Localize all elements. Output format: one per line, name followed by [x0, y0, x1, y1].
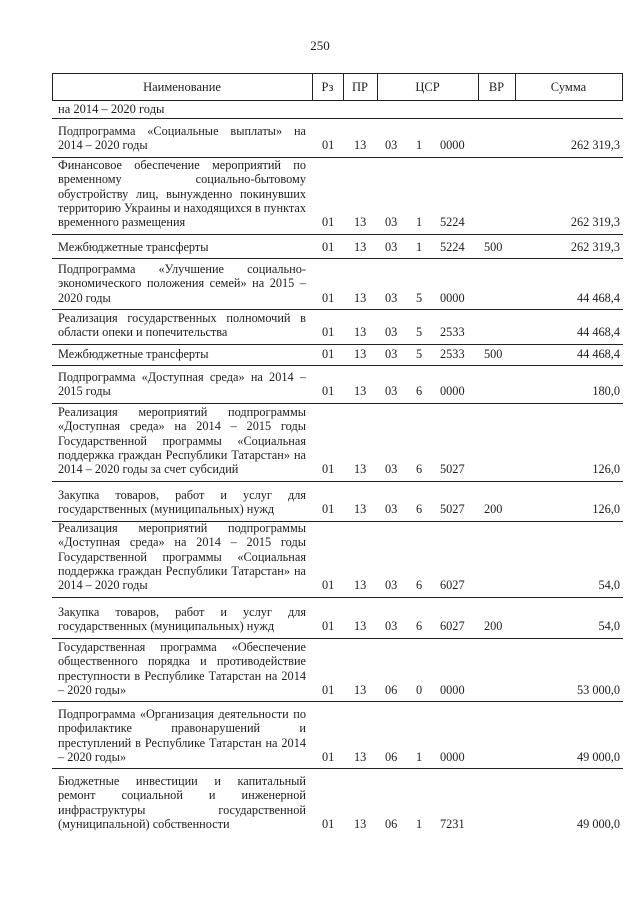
row-name: Закупка товаров, работ и услуг для государственных (муниципальных) нужд	[58, 488, 306, 517]
row-name: Реализация мероприятий подпрограммы «Доступная среда» на 2014 – 2015 годы Государственной программы «Социальная поддержка граждан Республики Татарстан» на 2014 – 2020 годы за счет субсидий	[58, 405, 306, 477]
row-sum: 54,0	[598, 619, 620, 634]
row-pr: 13	[354, 816, 367, 831]
row-name: Бюджетные инвестиции и капитальный ремонт социальной и инженерной инфраструктуры государственной (муниципальной) собственности	[58, 774, 306, 831]
row-c1: 03	[385, 462, 398, 477]
row-sum: 262 319,3	[570, 138, 620, 153]
row-c3: 0000	[440, 682, 465, 697]
row-c1: 03	[385, 240, 398, 254]
row-rz: 01	[322, 240, 335, 254]
row-vr: 200	[484, 502, 503, 517]
row-c3: 0000	[440, 749, 465, 764]
row-pr: 13	[354, 384, 367, 399]
row-c1: 03	[385, 215, 398, 230]
row-c1: 03	[385, 384, 398, 399]
row-rz: 01	[322, 138, 335, 153]
row-separator	[52, 344, 623, 345]
header-sum: Сумма	[550, 80, 587, 94]
row-c2: 1	[416, 240, 423, 254]
row-pr: 13	[354, 347, 367, 361]
carryover-text: на 2014 – 2020 годы	[58, 102, 165, 116]
row-name: Подпрограмма «Социальные выплаты» на 2014 – 2020 годы	[58, 124, 306, 153]
row-separator	[52, 234, 623, 235]
header-name: Наименование	[143, 80, 221, 94]
header-vr: ВР	[488, 80, 505, 94]
row-pr: 13	[354, 619, 367, 634]
row-sum: 126,0	[592, 462, 620, 477]
row-separator	[52, 701, 623, 702]
row-pr: 13	[354, 215, 367, 230]
row-name: Финансовое обеспечение мероприятий по временному социально-бытовому обустройству лиц, вынужденно покинувших территорию Украины и находящихся в пунктах временного размещения	[58, 158, 307, 230]
row-separator	[52, 768, 623, 769]
row-c3: 2533	[440, 325, 465, 340]
row-c3: 5027	[440, 502, 465, 517]
row-c2: 6	[416, 502, 423, 517]
row-name: Межбюджетные трансферты	[58, 347, 209, 361]
row-separator	[52, 258, 623, 259]
row-c3: 0000	[440, 290, 465, 305]
row-pr: 13	[354, 462, 367, 477]
row-c2: 1	[416, 816, 423, 831]
header-csr: ЦСР	[415, 80, 440, 94]
row-rz: 01	[322, 502, 335, 517]
row-c2: 5	[416, 347, 423, 361]
row-vr: 500	[484, 240, 503, 254]
row-name: Подпрограмма «Улучшение социально-экономического положения семей» на 2015 – 2020 годы	[58, 262, 306, 305]
row-sum: 49 000,0	[576, 816, 620, 831]
row-pr: 13	[354, 290, 367, 305]
row-c1: 03	[385, 502, 398, 517]
row-sum: 53 000,0	[576, 682, 620, 697]
row-rz: 01	[322, 749, 335, 764]
row-pr: 13	[354, 138, 367, 153]
row-rz: 01	[322, 619, 335, 634]
row-c3: 0000	[440, 384, 465, 399]
row-vr: 500	[484, 347, 503, 361]
row-c3: 5224	[440, 215, 465, 230]
row-sum: 262 319,3	[570, 215, 620, 230]
row-name: Реализация государственных полномочий в области опеки и попечительства	[58, 311, 306, 340]
row-c2: 1	[416, 749, 423, 764]
row-c1: 06	[385, 749, 398, 764]
row-separator	[52, 365, 623, 366]
row-c2: 6	[416, 384, 423, 399]
header-top-border	[52, 73, 623, 74]
row-c2: 5	[416, 290, 423, 305]
row-pr: 13	[354, 682, 367, 697]
header-pr: ПР	[352, 80, 368, 94]
row-name: Подпрограмма «Организация деятельности по профилактике правонарушений и преступлений в Республике Татарстан на 2014 – 2020 годы»	[58, 707, 306, 764]
row-separator	[52, 309, 623, 310]
row-c3: 7231	[440, 816, 465, 831]
row-separator	[52, 118, 623, 119]
row-name: Государственная программа «Обеспечение общественного порядка и противодействие преступности в Республике Татарстан на 2014 – 2020 годы»	[58, 640, 306, 697]
row-c2: 6	[416, 619, 423, 634]
row-name: Подпрограмма «Доступная среда» на 2014 – 2015 годы	[58, 370, 306, 399]
row-rz: 01	[322, 290, 335, 305]
row-sum: 180,0	[592, 384, 620, 399]
row-sum: 262 319,3	[570, 240, 620, 254]
row-c1: 03	[385, 290, 398, 305]
row-pr: 13	[354, 578, 367, 593]
row-rz: 01	[322, 347, 335, 361]
row-separator	[52, 638, 623, 639]
page-number: 250	[310, 38, 330, 53]
row-pr: 13	[354, 325, 367, 340]
row-rz: 01	[322, 325, 335, 340]
row-c3: 2533	[440, 347, 465, 361]
row-separator	[52, 597, 623, 598]
row-c2: 6	[416, 462, 423, 477]
row-rz: 01	[322, 578, 335, 593]
row-c1: 03	[385, 619, 398, 634]
row-c3: 6027	[440, 619, 465, 634]
row-separator	[52, 403, 623, 404]
row-c1: 06	[385, 682, 398, 697]
row-sum: 44 468,4	[576, 290, 620, 305]
row-sum: 49 000,0	[576, 749, 620, 764]
row-vr: 200	[484, 619, 503, 634]
row-sum: 44 468,4	[576, 347, 620, 361]
row-c2: 6	[416, 578, 423, 593]
row-c1: 03	[385, 138, 398, 153]
row-c2: 5	[416, 325, 423, 340]
row-sum: 54,0	[598, 578, 620, 593]
header-bottom-border	[52, 100, 623, 101]
row-rz: 01	[322, 384, 335, 399]
row-rz: 01	[322, 462, 335, 477]
row-rz: 01	[322, 816, 335, 831]
row-name: Реализация мероприятий подпрограммы «Доступная среда» на 2014 – 2015 годы Государственной программы «Социальная поддержка граждан Республики Татарстан» на 2014 – 2020 годы	[58, 521, 306, 593]
row-c1: 03	[385, 347, 398, 361]
row-c1: 03	[385, 578, 398, 593]
header-right-border	[622, 73, 623, 100]
row-c2: 1	[416, 215, 423, 230]
row-c2: 1	[416, 138, 423, 153]
row-pr: 13	[354, 502, 367, 517]
row-sum: 126,0	[592, 502, 620, 517]
row-pr: 13	[354, 240, 367, 254]
row-rz: 01	[322, 215, 335, 230]
row-separator	[52, 481, 623, 482]
row-c3: 6027	[440, 578, 465, 593]
row-c1: 06	[385, 816, 398, 831]
row-sum: 44 468,4	[576, 325, 620, 340]
header-rz: Рз	[321, 80, 334, 94]
row-rz: 01	[322, 682, 335, 697]
row-pr: 13	[354, 749, 367, 764]
row-c3: 5027	[440, 462, 465, 477]
row-c1: 03	[385, 325, 398, 340]
row-c3: 5224	[440, 240, 465, 254]
row-name: Межбюджетные трансферты	[58, 240, 209, 254]
row-c3: 0000	[440, 138, 465, 153]
row-c2: 0	[416, 682, 423, 697]
row-name: Закупка товаров, работ и услуг для государственных (муниципальных) нужд	[58, 605, 306, 634]
